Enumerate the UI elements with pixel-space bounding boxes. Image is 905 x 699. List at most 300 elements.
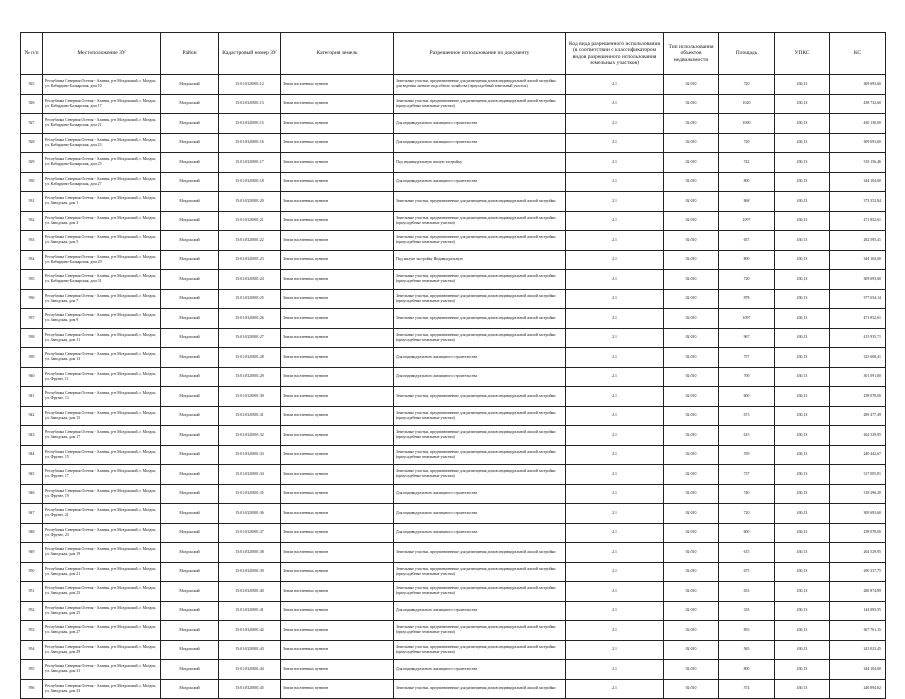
cell-number: 951 — [21, 582, 43, 602]
cell-cadastral-number: 15:01:0320001:36 — [219, 504, 281, 524]
cell-cadastral-number: 15:01:0320001:37 — [219, 523, 281, 543]
cell-land-category: Земли населенных пунктов — [281, 211, 394, 231]
cell-district: Моздокский — [161, 367, 219, 387]
cell-cadastral-number: 15:01:0320001:17 — [219, 153, 281, 173]
cell-number: 928 — [21, 133, 43, 153]
cell-area: 673 — [719, 406, 775, 426]
cell-land-category: Земли населенных пунктов — [281, 172, 394, 192]
cell-use-type: 02:010 — [664, 75, 719, 95]
table-row — [21, 114, 886, 134]
cell-district: Моздокский — [161, 523, 219, 543]
cell-use-code: 2.1 — [566, 465, 664, 485]
cell-land-category: Земли населенных пунктов — [281, 679, 394, 699]
header-cell-permitted-use: Разрешенное использование по документу — [394, 33, 566, 75]
cell-location: Республика Северная Осетия - Алания, р-н Моздокский, г. Моздок, ул. Заводская, дом 17 — [43, 426, 161, 446]
cell-number: 948 — [21, 523, 43, 543]
cell-area: 615 — [719, 543, 775, 563]
cell-upks: 430,13 — [775, 387, 830, 407]
cell-cadastral-number: 15:01:0320001:35 — [219, 484, 281, 504]
cell-area: 1020 — [719, 94, 775, 114]
cell-upks: 430,13 — [775, 289, 830, 309]
cell-land-category: Земли населенных пунктов — [281, 309, 394, 329]
cell-location: Республика Северная Осетия - Алания, р-н Моздокский, г. Моздок, ул. Кабардино-Балкарская, дом 25 — [43, 153, 161, 173]
cell-permitted-use: Земельные участки, предназначенные для размещения домов индивидуальной жилой застройки (приусадебные земельные участки) — [394, 582, 566, 602]
cell-cadastral-number: 15:01:0320001:31 — [219, 406, 281, 426]
cell-district: Моздокский — [161, 153, 219, 173]
cell-upks: 430,13 — [775, 172, 830, 192]
header-cell-use-code: Код вида разрешенного использования (в соответствии с классификатором видов разрешенного использования земельных участков) — [566, 33, 664, 75]
cell-cadastral-number: 15:01:0320001:30 — [219, 387, 281, 407]
cell-district: Моздокский — [161, 114, 219, 134]
cell-district: Моздокский — [161, 445, 219, 465]
cell-district: Моздокский — [161, 640, 219, 660]
cell-location: Республика Северная Осетия - Алания, р-н Моздокский, г. Моздок, ул. Фрунзе, 17 — [43, 465, 161, 485]
cell-use-type: 02:010 — [664, 348, 719, 368]
cell-use-type: 02:010 — [664, 133, 719, 153]
cell-use-code: 2.1 — [566, 192, 664, 212]
cell-number: 925 — [21, 75, 43, 95]
cell-district: Моздокский — [161, 231, 219, 251]
cell-ks: 301 091,00 — [830, 367, 886, 387]
cell-use-type: 02:010 — [664, 270, 719, 290]
cell-area: 800 — [719, 172, 775, 192]
cell-use-type: 02:010 — [664, 640, 719, 660]
cell-land-category: Земли населенных пунктов — [281, 426, 394, 446]
cell-use-type: 02:010 — [664, 94, 719, 114]
cell-land-category: Земли населенных пунктов — [281, 543, 394, 563]
cell-land-category: Земли населенных пунктов — [281, 328, 394, 348]
cell-land-category: Земли населенных пунктов — [281, 465, 394, 485]
cell-location: Республика Северная Осетия - Алания, р-н Моздокский, г. Моздок, ул. Кабардино-Балкарская, дом 29 — [43, 250, 161, 270]
cell-location: Республика Северная Осетия - Алания, р-н Моздокский, г. Моздок, ул. Кабардино-Балкарская, дом 17 — [43, 94, 161, 114]
cell-upks: 430,13 — [775, 231, 830, 251]
cell-area: 800 — [719, 660, 775, 680]
cell-ks: 240 442,67 — [830, 445, 886, 465]
cell-land-category: Земли населенных пунктов — [281, 582, 394, 602]
cell-district: Моздокский — [161, 133, 219, 153]
cell-location: Республика Северная Осетия - Алания, р-н Моздокский, г. Моздок, ул. Заводская, дом 1 — [43, 192, 161, 212]
cell-ks: 309 693,60 — [830, 133, 886, 153]
cell-use-code: 2.1 — [566, 94, 664, 114]
cell-permitted-use: Для индивидуального жилищного строительства — [394, 504, 566, 524]
cell-land-category: Земли населенных пунктов — [281, 250, 394, 270]
cell-use-type: 02:010 — [664, 309, 719, 329]
cell-cadastral-number: 15:01:0320001:28 — [219, 348, 281, 368]
header-cell-district: Район — [161, 33, 219, 75]
cell-number: 945 — [21, 465, 43, 485]
cell-area: 720 — [719, 75, 775, 95]
cell-permitted-use: Земельные участки, предназначенные для размещения домов индивидуальной жилой застройки (приусадебные земельные участки) — [394, 328, 566, 348]
table-row — [21, 660, 886, 680]
cell-permitted-use: Земельные участки, предназначенные для размещения домов индивидуальной жилой застройки (приусадебные земельные участки) — [394, 640, 566, 660]
cell-use-code: 2.1 — [566, 621, 664, 641]
cell-district: Моздокский — [161, 406, 219, 426]
cell-ks: 344 104,00 — [830, 172, 886, 192]
cell-permitted-use: Для индивидуального жилищного строительства — [394, 133, 566, 153]
cell-number: 946 — [21, 484, 43, 504]
cell-use-type: 02:010 — [664, 367, 719, 387]
cell-use-type: 02:010 — [664, 484, 719, 504]
cell-upks: 430,13 — [775, 367, 830, 387]
cell-area: 657 — [719, 231, 775, 251]
cell-district: Моздокский — [161, 192, 219, 212]
cell-number: 953 — [21, 621, 43, 641]
cell-area: 720 — [719, 504, 775, 524]
cell-district: Моздокский — [161, 679, 219, 699]
cell-ks: 318 296,20 — [830, 484, 886, 504]
cell-permitted-use: Земельные участки, предназначенные для размещения домов индивидуальной жилой застройки — [394, 387, 566, 407]
cell-location: Республика Северная Осетия - Алания, р-н Моздокский, г. Моздок, ул. Заводская, дом 27 — [43, 621, 161, 641]
cell-cadastral-number: 15:01:0320001:15 — [219, 114, 281, 134]
header-cell-upks: УПКС — [775, 33, 830, 75]
cell-use-type: 02:010 — [664, 679, 719, 699]
cell-number: 934 — [21, 250, 43, 270]
cell-location: Республика Северная Осетия - Алания, р-н Моздокский, г. Моздок, ул. Заводская, дом 19 — [43, 543, 161, 563]
cell-use-code: 2.1 — [566, 582, 664, 602]
cell-location: Республика Северная Осетия - Алания, р-н Моздокский, г. Моздок, ул. Заводская, дом 33 — [43, 679, 161, 699]
cell-number: 942 — [21, 406, 43, 426]
table-row — [21, 582, 886, 602]
cell-upks: 430,13 — [775, 484, 830, 504]
cell-use-type: 02:010 — [664, 328, 719, 348]
table-row — [21, 640, 886, 660]
cell-number: 954 — [21, 640, 43, 660]
cell-district: Моздокский — [161, 601, 219, 621]
cell-use-type: 02:010 — [664, 289, 719, 309]
cell-area: 600 — [719, 523, 775, 543]
cell-upks: 430,13 — [775, 504, 830, 524]
table-row — [21, 133, 886, 153]
cell-cadastral-number: 15:01:0320001:43 — [219, 640, 281, 660]
cell-ks: 415 935,71 — [830, 328, 886, 348]
cell-use-type: 02:010 — [664, 601, 719, 621]
cell-location: Республика Северная Осетия - Алания, р-н Моздокский, г. Моздок, ул. Заводская, дом 7 — [43, 289, 161, 309]
cell-use-type: 02:010 — [664, 660, 719, 680]
header-cell-area: Площадь — [719, 33, 775, 75]
cell-number: 930 — [21, 172, 43, 192]
cell-land-category: Земли населенных пунктов — [281, 270, 394, 290]
cell-permitted-use: Для индивидуального жилищного строительства — [394, 348, 566, 368]
table-row — [21, 153, 886, 173]
table-body — [21, 75, 886, 699]
table-row — [21, 309, 886, 329]
cell-land-category: Земли населенных пунктов — [281, 445, 394, 465]
cell-number: 926 — [21, 94, 43, 114]
cell-number: 932 — [21, 211, 43, 231]
cell-use-code: 2.1 — [566, 562, 664, 582]
cell-use-type: 02:010 — [664, 250, 719, 270]
cell-permitted-use: Земельные участки, предназначенные для размещения домов индивидуальной жилой застройки (приусадебные земельные участки) — [394, 289, 566, 309]
cell-area: 757 — [719, 348, 775, 368]
cell-location: Республика Северная Осетия - Алания, р-н Моздокский, г. Моздок, ул. Фрунзе, 15 — [43, 445, 161, 465]
cell-permitted-use: Для индивидуального жилищного строительства — [394, 523, 566, 543]
cell-location: Республика Северная Осетия - Алания, р-н Моздокский, г. Моздок, ул. Заводская, дом 11 — [43, 328, 161, 348]
cell-permitted-use: Земельные участки, предназначенные для размещения домов индивидуальной жилой застройки (приусадебные земельные участки) — [394, 270, 566, 290]
cell-use-type: 02:010 — [664, 387, 719, 407]
cell-land-category: Земли населенных пунктов — [281, 562, 394, 582]
cell-cadastral-number: 15:01:0320001:26 — [219, 309, 281, 329]
cell-location: Республика Северная Осетия - Алания, р-н Моздокский, г. Моздок, ул. Кабардино-Балкарская, дом 27 — [43, 172, 161, 192]
cell-permitted-use: Земельные участки, предназначенные для размещения домов индивидуальной жилой застройки (приусадебные земельные участки) — [394, 406, 566, 426]
cell-permitted-use: Для индивидуального жилищного строительства — [394, 367, 566, 387]
cell-cadastral-number: 15:01:0320001:20 — [219, 192, 281, 212]
cell-location: Республика Северная Осетия - Алания, р-н Моздокский, г. Моздок, ул. Фрунзе, 19 — [43, 484, 161, 504]
cell-upks: 430,13 — [775, 328, 830, 348]
cell-use-code: 2.1 — [566, 601, 664, 621]
cell-use-code: 2.1 — [566, 484, 664, 504]
cell-use-code: 2.1 — [566, 75, 664, 95]
cell-number: 937 — [21, 309, 43, 329]
cell-use-type: 02:010 — [664, 153, 719, 173]
cell-district: Моздокский — [161, 562, 219, 582]
cell-cadastral-number: 15:01:0320001:33 — [219, 445, 281, 465]
cell-upks: 430,13 — [775, 406, 830, 426]
table-row — [21, 172, 886, 192]
cell-permitted-use: Под индивидуальную жилую застройку — [394, 153, 566, 173]
cell-cadastral-number: 15:01:0320001:41 — [219, 601, 281, 621]
table-row — [21, 426, 886, 446]
cell-permitted-use: Для индивидуального жилищного строительства — [394, 660, 566, 680]
cell-permitted-use: Земельные участки, предназначенные для размещения домов индивидуальной жилой застройки — [394, 543, 566, 563]
cell-use-code: 2.1 — [566, 426, 664, 446]
cell-upks: 430,13 — [775, 640, 830, 660]
cell-ks: 377 654,14 — [830, 289, 886, 309]
cell-number: 950 — [21, 562, 43, 582]
cell-land-category: Земли населенных пунктов — [281, 348, 394, 368]
cell-number: 927 — [21, 114, 43, 134]
cell-permitted-use: Земельные участки, предназначенные для размещения домов индивидуальной жилой застройки (приусадебные земельные участки) — [394, 465, 566, 485]
cell-use-type: 02:010 — [664, 114, 719, 134]
cell-number: 938 — [21, 328, 43, 348]
cell-use-code: 2.1 — [566, 445, 664, 465]
table-row — [21, 211, 886, 231]
cell-permitted-use: Земельные участки, предназначенные для размещения домов индивидуальной жилой застройки (приусадебные земельные участки) — [394, 621, 566, 641]
cell-land-category: Земли населенных пунктов — [281, 621, 394, 641]
document-sheet — [20, 32, 885, 699]
cell-district: Моздокский — [161, 75, 219, 95]
table-row — [21, 465, 886, 485]
cell-land-category: Земли населенных пунктов — [281, 660, 394, 680]
cell-cadastral-number: 15:01:0320001:18 — [219, 172, 281, 192]
cell-land-category: Земли населенных пунктов — [281, 484, 394, 504]
cell-ks: 319 156,46 — [830, 153, 886, 173]
cell-land-category: Земли населенных пунктов — [281, 601, 394, 621]
cell-cadastral-number: 15:01:0320001:34 — [219, 465, 281, 485]
cell-permitted-use: Земельные участки, предназначенные для размещения домов индивидуальной жилой застройки — [394, 679, 566, 699]
table-row — [21, 75, 886, 95]
table-row — [21, 367, 886, 387]
cell-permitted-use: Земельные участки, предназначенные для размещения домов индивидуальной жилой застройки (приусадебные земельные участки) — [394, 94, 566, 114]
cell-ks: 264 529,95 — [830, 543, 886, 563]
cell-area: 615 — [719, 426, 775, 446]
cell-permitted-use: Под жилую застройку Индивидуальную — [394, 250, 566, 270]
cell-location: Республика Северная Осетия - Алания, р-н Моздокский, г. Моздок, ул. Кабардино-Балкарская, дом 31 — [43, 270, 161, 290]
table-row — [21, 348, 886, 368]
cell-use-code: 2.1 — [566, 660, 664, 680]
cell-upks: 430,13 — [775, 562, 830, 582]
cell-ks: 438 732,60 — [830, 94, 886, 114]
table-row — [21, 523, 886, 543]
cell-number: 931 — [21, 192, 43, 212]
cell-ks: 344 104,00 — [830, 250, 886, 270]
cell-ks: 471 852,61 — [830, 309, 886, 329]
cell-use-type: 02:010 — [664, 543, 719, 563]
cell-location: Республика Северная Осетия - Алания, р-н Моздокский, г. Моздок, ул. Заводская, дом 31 — [43, 660, 161, 680]
cell-cadastral-number: 15:01:0320001:29 — [219, 367, 281, 387]
cell-ks: 373 352,84 — [830, 192, 886, 212]
cell-area: 700 — [719, 367, 775, 387]
cell-ks: 144 093,55 — [830, 601, 886, 621]
cell-ks: 243 023,45 — [830, 640, 886, 660]
cell-permitted-use: Для индивидуального жилищного строительства — [394, 484, 566, 504]
header-cell-use-type: Тип использования объектов недвижимости — [664, 33, 719, 75]
cell-district: Моздокский — [161, 543, 219, 563]
cell-number: 944 — [21, 445, 43, 465]
cell-district: Моздокский — [161, 289, 219, 309]
cell-number: 933 — [21, 231, 43, 251]
cell-use-code: 2.1 — [566, 172, 664, 192]
cell-district: Моздокский — [161, 484, 219, 504]
cell-area: 600 — [719, 387, 775, 407]
cell-ks: 367 761,15 — [830, 621, 886, 641]
cell-upks: 430,13 — [775, 445, 830, 465]
cell-upks: 430,13 — [775, 465, 830, 485]
cell-district: Моздокский — [161, 621, 219, 641]
cell-land-category: Земли населенных пунктов — [281, 231, 394, 251]
cell-district: Моздокский — [161, 211, 219, 231]
cell-land-category: Земли населенных пунктов — [281, 133, 394, 153]
cell-cadastral-number: 15:01:0320001:13 — [219, 94, 281, 114]
cell-district: Моздокский — [161, 426, 219, 446]
cell-area: 855 — [719, 621, 775, 641]
header-cell-ks: КС — [830, 33, 886, 75]
cell-district: Моздокский — [161, 504, 219, 524]
cell-use-code: 2.1 — [566, 309, 664, 329]
cell-area: 565 — [719, 640, 775, 660]
table-row — [21, 562, 886, 582]
table-row — [21, 192, 886, 212]
table-row — [21, 406, 886, 426]
cell-cadastral-number: 15:01:0320001:23 — [219, 250, 281, 270]
cell-district: Моздокский — [161, 270, 219, 290]
cell-use-code: 2.1 — [566, 523, 664, 543]
cell-area: 1097 — [719, 211, 775, 231]
cell-use-code: 2.1 — [566, 543, 664, 563]
table-row — [21, 504, 886, 524]
cell-use-type: 02:010 — [664, 523, 719, 543]
cell-upks: 430,13 — [775, 133, 830, 153]
cell-district: Моздокский — [161, 94, 219, 114]
cell-land-category: Земли населенных пунктов — [281, 114, 394, 134]
cell-land-category: Земли населенных пунктов — [281, 523, 394, 543]
cell-ks: 282 595,41 — [830, 231, 886, 251]
cell-upks: 430,13 — [775, 621, 830, 641]
cell-ks: 258 078,00 — [830, 523, 886, 543]
cell-use-type: 02:010 — [664, 465, 719, 485]
cell-area: 737 — [719, 465, 775, 485]
cell-cadastral-number: 15:01:0320001:16 — [219, 133, 281, 153]
cell-district: Моздокский — [161, 582, 219, 602]
cell-number: 941 — [21, 387, 43, 407]
cell-area: 720 — [719, 270, 775, 290]
cell-district: Моздокский — [161, 465, 219, 485]
cell-permitted-use: Земельные участки, предназначенные для размещения домов индивидуальной жилой застройки (приусадебные земельные участки) — [394, 231, 566, 251]
cell-cadastral-number: 15:01:0320001:21 — [219, 211, 281, 231]
cell-area: 1097 — [719, 309, 775, 329]
cell-upks: 430,13 — [775, 94, 830, 114]
cell-cadastral-number: 15:01:0320001:44 — [219, 660, 281, 680]
cell-cadastral-number: 15:01:0320001:24 — [219, 270, 281, 290]
cell-land-category: Земли населенных пунктов — [281, 192, 394, 212]
cell-permitted-use: Земельные участки, предназначенные для размещения домов индивидуальной жилой застройки — [394, 192, 566, 212]
cell-ks: 317 005,81 — [830, 465, 886, 485]
cell-location: Республика Северная Осетия - Алания, р-н Моздокский, г. Моздок, ул. Заводская, дом 25 — [43, 601, 161, 621]
cell-area: 742 — [719, 153, 775, 173]
cell-permitted-use: Земельные участки, предназначенные для размещения домов индивидуальной жилой застройки (приусадебные земельные участки) — [394, 426, 566, 446]
cell-ks: 246 894,62 — [830, 679, 886, 699]
cell-area: 800 — [719, 250, 775, 270]
cell-use-type: 02:010 — [664, 406, 719, 426]
cell-number: 955 — [21, 660, 43, 680]
cell-district: Моздокский — [161, 172, 219, 192]
cell-district: Моздокский — [161, 328, 219, 348]
cell-area: 868 — [719, 192, 775, 212]
cell-use-code: 2.1 — [566, 114, 664, 134]
cell-number: 935 — [21, 270, 43, 290]
cell-cadastral-number: 15:01:0320001:39 — [219, 562, 281, 582]
cell-cadastral-number: 15:01:0320001:40 — [219, 582, 281, 602]
cell-land-category: Земли населенных пунктов — [281, 75, 394, 95]
table-row — [21, 231, 886, 251]
cell-cadastral-number: 15:01:0320001:27 — [219, 328, 281, 348]
cell-land-category: Земли населенных пунктов — [281, 504, 394, 524]
cell-upks: 430,13 — [775, 250, 830, 270]
cell-cadastral-number: 15:01:0320001:25 — [219, 289, 281, 309]
cell-cadastral-number: 15:01:0320001:32 — [219, 426, 281, 446]
cell-district: Моздокский — [161, 250, 219, 270]
cell-use-code: 2.1 — [566, 153, 664, 173]
table-row — [21, 543, 886, 563]
cell-use-code: 2.1 — [566, 231, 664, 251]
cell-land-category: Земли населенных пунктов — [281, 406, 394, 426]
cell-use-type: 02:010 — [664, 504, 719, 524]
cell-land-category: Земли населенных пунктов — [281, 387, 394, 407]
cell-location: Республика Северная Осетия - Алания, р-н Моздокский, г. Моздок, ул. Заводская, дом 3 — [43, 211, 161, 231]
cell-number: 940 — [21, 367, 43, 387]
cell-use-type: 02:010 — [664, 231, 719, 251]
cell-ks: 289 477,49 — [830, 406, 886, 426]
cell-use-code: 2.1 — [566, 367, 664, 387]
cell-use-type: 02:010 — [664, 445, 719, 465]
cell-location: Республика Северная Осетия - Алания, р-н Моздокский, г. Моздок, ул. Фрунзе, 23 — [43, 523, 161, 543]
cell-district: Моздокский — [161, 387, 219, 407]
cell-permitted-use: Земельные участки, предназначенные для размещения домов индивидуальной жилой застройки (приусадебные земельные участки) — [394, 211, 566, 231]
cell-land-category: Земли населенных пунктов — [281, 640, 394, 660]
cell-ks: 471 852,61 — [830, 211, 886, 231]
table-row — [21, 328, 886, 348]
cell-location: Республика Северная Осетия - Алания, р-н Моздокский, г. Моздок, ул. Заводская, дом 9 — [43, 309, 161, 329]
cell-area: 574 — [719, 679, 775, 699]
cell-upks: 430,13 — [775, 426, 830, 446]
cell-ks: 309 693,60 — [830, 75, 886, 95]
header-cell-land-category: Категория земель — [281, 33, 394, 75]
cell-number: 952 — [21, 601, 43, 621]
cell-upks: 430,13 — [775, 543, 830, 563]
cell-land-category: Земли населенных пунктов — [281, 153, 394, 173]
cell-permitted-use: Земельные участки, предназначенные для размещения домов индивидуальной жилой застройки, для ведения личного подсобного хозяйства (приусадебный земельный участок) — [394, 75, 566, 95]
cell-land-category: Земли населенных пунктов — [281, 94, 394, 114]
cell-area: 653 — [719, 582, 775, 602]
